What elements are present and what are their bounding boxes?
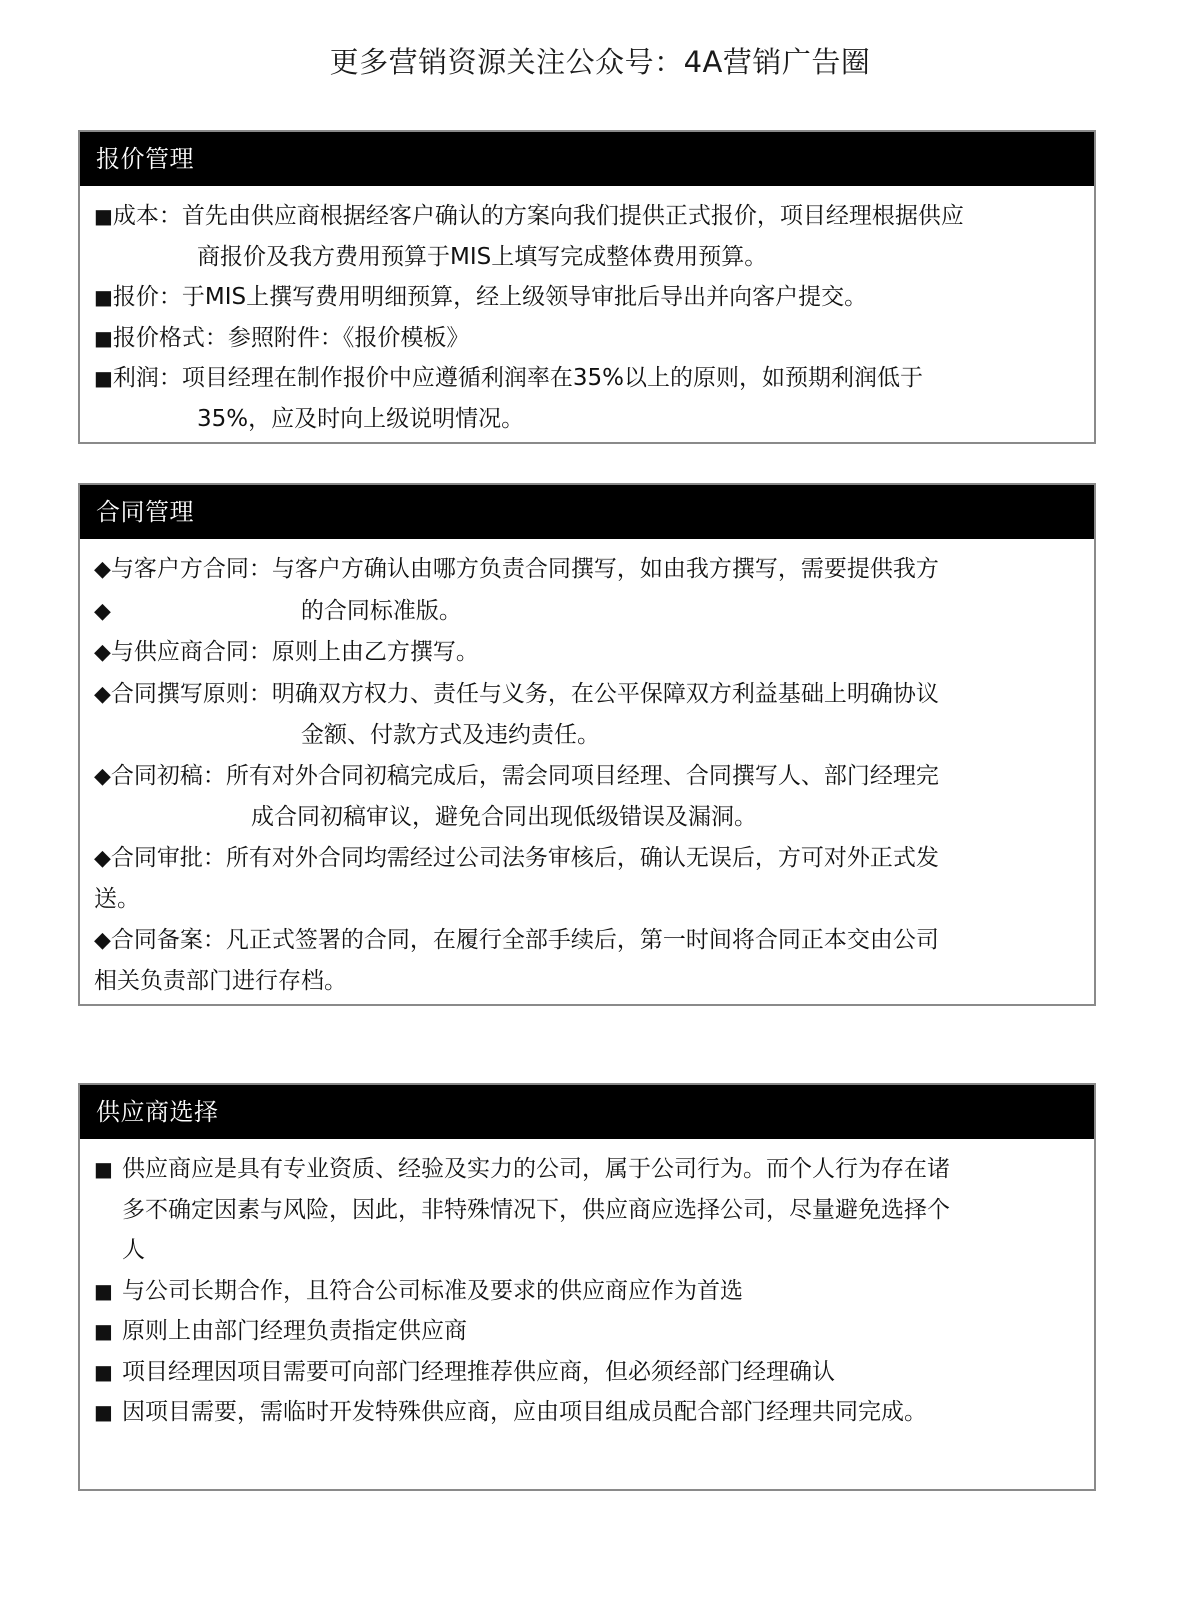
item-continuation: 金额、付款方式及违约责任。 (301, 722, 600, 748)
item-text: 凡正式签署的合同，在履行全部手续后，第一时间将合同正本交由公司 (225, 926, 939, 953)
list-item-quote-format (94, 318, 1080, 359)
list-item-long-term-partner (94, 1271, 1080, 1312)
list-item-manager-designates (94, 1311, 1080, 1352)
item-text: 项目经理在制作报价中应遵循利润率在35%以上的原则，如预期利润低于 (181, 365, 924, 391)
item-continuation-row (94, 591, 1080, 633)
list-item-cost (94, 196, 1080, 277)
item-continuation: 35%，应及时向上级说明情况。 (197, 405, 525, 432)
square-bullet-icon: ■ (94, 325, 113, 350)
item-text: 所有对外合同初稿完成后，需会同项目经理、合同撰写人、部门经理完 (225, 762, 939, 789)
section-supplier-selection (78, 1083, 1096, 1491)
item-text: 原则上由乙方撰写。 (271, 639, 479, 665)
square-bullet-icon: ■ (94, 285, 113, 309)
square-bullet-icon: ■ (94, 1278, 113, 1303)
diamond-bullet-icon: ◆ (94, 763, 111, 789)
item-label: 合同撰写原则： (110, 680, 272, 707)
item-label: 与客户方合同： (110, 556, 272, 582)
page-title: 更多营销资源关注公众号：4A营销广告圈 (329, 45, 871, 79)
item-continuation: 相关负责部门进行存档。 (94, 968, 347, 994)
item-continuation: 送。 (94, 886, 140, 912)
list-item-special-supplier (94, 1392, 1080, 1433)
item-text: 与客户方确认由哪方负责合同撰写，如由我方撰写，需要提供我方 (271, 556, 939, 582)
square-bullet-icon: ■ (94, 1319, 113, 1343)
item-label: 报价格式： (112, 324, 228, 351)
list-item-client-contract (94, 549, 1080, 632)
square-bullet-icon: ■ (94, 1400, 113, 1424)
item-label: 成本： (112, 203, 182, 229)
diamond-bullet-icon: ◆ (94, 927, 111, 953)
section-quotation-management (78, 130, 1096, 444)
list-item-quote (94, 277, 1080, 318)
diamond-bullet-icon: ◆ (94, 845, 111, 871)
square-bullet-icon: ■ (94, 1157, 113, 1181)
section-header: 报价管理 (80, 132, 1094, 186)
list-item-profit (94, 358, 1080, 439)
list-item-first-draft (94, 756, 1080, 838)
item-continuation: 的合同标准版。 (300, 597, 462, 624)
diamond-bullet-icon: ◆ (94, 598, 111, 624)
item-text: 所有对外合同均需经过公司法务审核后，确认无误后，方可对外正式发 (225, 844, 939, 871)
item-text: 项目经理因项目需要可向部门经理推荐供应商，但必须经部门经理确认 (122, 1358, 835, 1385)
section-body (80, 1139, 1094, 1433)
item-text: 供应商应是具有专业资质、经验及实力的公司，属于公司行为。而个人行为存在诸 (122, 1156, 950, 1182)
square-bullet-icon: ■ (94, 1359, 113, 1384)
item-text: 原则上由部门经理负责指定供应商 (122, 1318, 467, 1344)
section-header: 供应商选择 (80, 1085, 1094, 1139)
item-continuation: 多不确定因素与风险，因此，非特殊情况下，供应商应选择公司，尽量避免选择个 (122, 1196, 950, 1223)
list-item-supplier-contract (94, 632, 1080, 674)
item-continuation: 人 (122, 1237, 145, 1263)
section-body (80, 539, 1094, 1002)
diamond-bullet-icon: ◆ (94, 681, 111, 707)
list-item-qualification (94, 1149, 1080, 1271)
item-text: 参照附件：《报价模板》 (227, 324, 470, 351)
item-text: 首先由供应商根据经客户确认的方案向我们提供正式报价，项目经理根据供应 (181, 203, 964, 229)
list-item-pm-recommend (94, 1352, 1080, 1393)
section-header: 合同管理 (80, 485, 1094, 539)
section-contract-management (78, 483, 1096, 1006)
item-label: 合同审批： (110, 844, 226, 871)
item-continuation: 成合同初稿审议，避免合同出现低级错误及漏洞。 (251, 804, 757, 830)
item-label: 合同初稿： (110, 762, 226, 789)
list-item-filing (94, 920, 1080, 1002)
item-text: 与公司长期合作，且符合公司标准及要求的供应商应作为首选 (122, 1277, 743, 1304)
item-text: 因项目需要，需临时开发特殊供应商，应由项目组成员配合部门经理共同完成。 (122, 1399, 927, 1425)
item-label: 利润： (112, 365, 182, 391)
square-bullet-icon: ■ (94, 204, 113, 228)
list-item-approval (94, 838, 1080, 920)
item-label: 与供应商合同： (110, 639, 272, 665)
item-text: 明确双方权力、责任与义务，在公平保障双方利益基础上明确协议 (271, 680, 939, 707)
section-body (80, 186, 1094, 439)
square-bullet-icon: ■ (94, 366, 113, 390)
item-label: 报价： (112, 284, 182, 310)
item-continuation: 商报价及我方费用预算于MIS上填写完成整体费用预算。 (197, 243, 768, 270)
item-text: 于MIS上撰写费用明细预算，经上级领导审批后导出并向客户提交。 (181, 284, 868, 310)
item-label: 合同备案： (110, 926, 226, 953)
list-item-drafting-principle (94, 674, 1080, 756)
diamond-bullet-icon: ◆ (94, 640, 111, 665)
diamond-bullet-icon: ◆ (94, 557, 111, 582)
